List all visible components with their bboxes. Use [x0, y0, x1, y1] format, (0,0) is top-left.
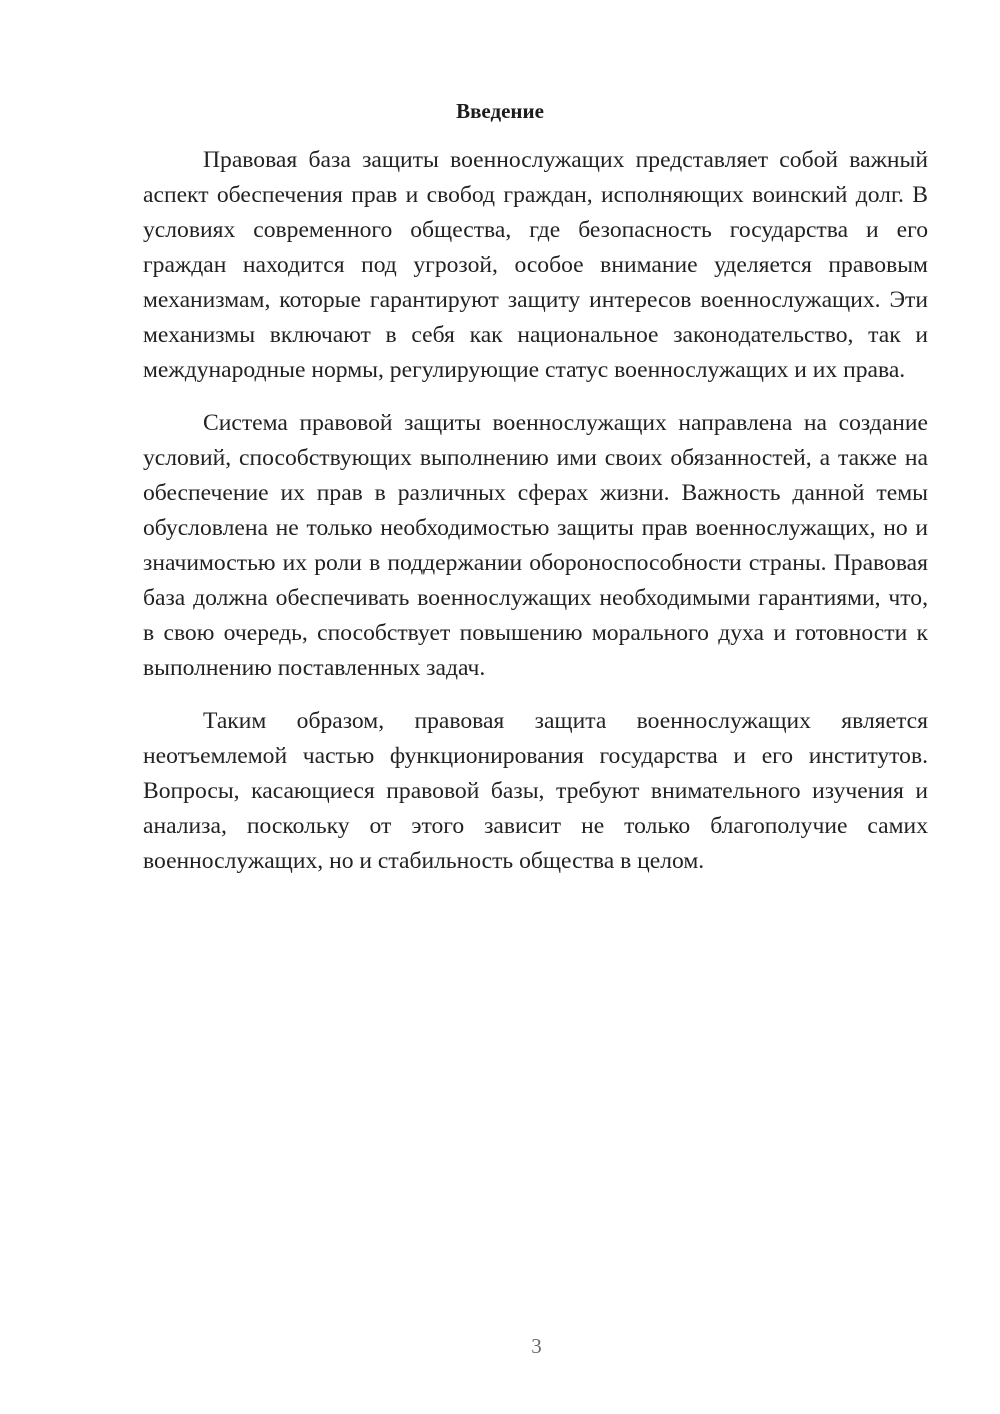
paragraph-1: Правовая база защиты военнослужащих представляет собой важный аспект обеспечения прав и свобод граждан, исполняющих воинский долг. В условиях современного общества, где безопасность государства и его граждан находится под угрозой, особое внимание уделяется правовым механизмам, которые гарантируют защиту интересов военнослужащих. Эти механизмы включают в себя как национальное законодательство, так и международные нормы, регулирующие статус военнослужащих и их права. — [143, 147, 928, 383]
paragraph-3: Таким образом, правовая защита военнослужащих является неотъемлемой частью функционирования государства и его институтов. Вопросы, касающиеся правовой базы, требуют внимательного изучения и анализа, поскольку от этого зависит не только благополучие самих военнослужащих, но и стабильность общества в целом. — [143, 708, 928, 874]
section-heading: Введение — [456, 99, 544, 123]
paragraph-2: Система правовой защиты военнослужащих направлена на создание условий, способствующих выполнению ими своих обязанностей, а также на обеспечение их прав в различных сферах жизни. Важность данной темы обусловлена не только необходимостью защиты прав военнослужащих, но и значимостью их роли в поддержании обороноспособности страны. Правовая база должна обеспечивать военнослужащих необходимыми гарантиями, что, в свою очередь, способствует повышению морального духа и готовности к выполнению поставленных задач. — [143, 410, 928, 681]
body-text — [143, 143, 928, 897]
page-number: 3 — [531, 1334, 542, 1358]
